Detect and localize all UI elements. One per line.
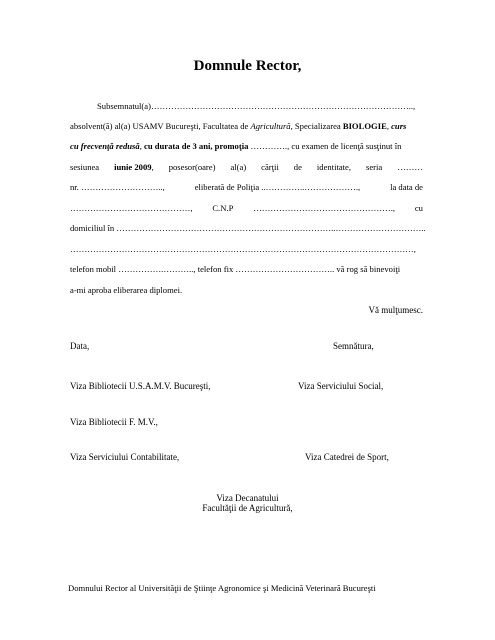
line-aproba: a-mi aproba eliberarea diplomei. bbox=[70, 285, 183, 295]
durata-text: cu durata de 3 ani, promoţia bbox=[144, 141, 249, 151]
faculty-name: Agricultură bbox=[250, 121, 291, 131]
line-cnp bbox=[70, 203, 423, 213]
dots: …………………………………………., bbox=[253, 203, 395, 213]
signature-label: Semnătura, bbox=[333, 341, 374, 351]
comma: , bbox=[386, 121, 392, 131]
line-nr bbox=[70, 182, 423, 192]
nr-text: nr. ……………………….., bbox=[70, 182, 165, 192]
viza-decanat-line1: Viza Decanatului bbox=[216, 493, 279, 503]
thanks-text: Vă mulţumesc. bbox=[368, 305, 423, 315]
viza-decanat bbox=[0, 493, 495, 513]
date-label: Data, bbox=[70, 341, 90, 351]
promotie-text: …………., cu examen de licenţă susţinut în bbox=[248, 141, 402, 151]
line-sesiunea bbox=[70, 162, 423, 172]
line-frecventa bbox=[70, 141, 401, 151]
session-value: iunie 2009 bbox=[114, 162, 152, 172]
footer-address: Domnului Rector al Universităţii de Ştiinţe Agronomice şi Medicină Veterinară Bucureşti bbox=[68, 583, 376, 593]
viza-contabilitate: Viza Serviciului Contabilitate, bbox=[70, 452, 180, 462]
frecventa-text: cu frecvenţă redusă bbox=[70, 141, 140, 151]
viza-sport: Viza Catedrei de Sport, bbox=[305, 452, 389, 462]
viza-biblioteca-usamv: Viza Bibliotecii U.S.A.M.V. Bucureşti, bbox=[70, 381, 211, 391]
politia-text: eliberată de Poliţia ..…………..………………., bbox=[194, 182, 361, 192]
word: al(a) bbox=[230, 162, 247, 172]
viza-biblioteca-fmv: Viza Bibliotecii F. M.V., bbox=[70, 417, 158, 427]
data-text: la data de bbox=[390, 182, 423, 192]
line-domiciliu-cont: …………………………………………………………………………………………………………, bbox=[70, 244, 416, 254]
word: identitate, bbox=[316, 162, 352, 172]
comma: , bbox=[139, 141, 144, 151]
line-domiciliu: domiciliul în …………………………………………………………………..………………………….. bbox=[70, 223, 426, 233]
word: sesiunea bbox=[70, 162, 100, 172]
dots: ……………………………………, bbox=[70, 203, 193, 213]
series-dots: ……… bbox=[397, 162, 423, 172]
word: cu bbox=[414, 203, 423, 213]
page-title: Domnule Rector, bbox=[193, 58, 302, 74]
session-group bbox=[114, 162, 154, 172]
cnp-label: C.N.P bbox=[212, 203, 234, 213]
specialization-text: , Specializarea bbox=[290, 121, 343, 131]
word: seria bbox=[365, 162, 383, 172]
absolvent-text: absolvent(ă) al(a) USAMV Bucureşti, Facultatea de bbox=[70, 121, 251, 131]
word: cărţii bbox=[261, 162, 279, 172]
viza-decanat-line2: Facultăţii de Agricultură, bbox=[202, 503, 293, 513]
line-absolvent bbox=[70, 121, 406, 131]
comma: , bbox=[151, 162, 154, 172]
line-subsemnatul: Subsemnatul(a)……………………………………………………………………………….., bbox=[97, 101, 416, 111]
specialization-name: BIOLOGIE bbox=[342, 121, 387, 131]
curs-text: curs bbox=[391, 121, 407, 131]
viza-serviciul-social: Viza Serviciului Social, bbox=[298, 381, 384, 391]
word: posesor(oare) bbox=[168, 162, 216, 172]
line-telefon: telefon mobil …………….……….., telefon fix …………………………….. vă rog să binevoiţi bbox=[70, 264, 401, 274]
word: de bbox=[293, 162, 302, 172]
